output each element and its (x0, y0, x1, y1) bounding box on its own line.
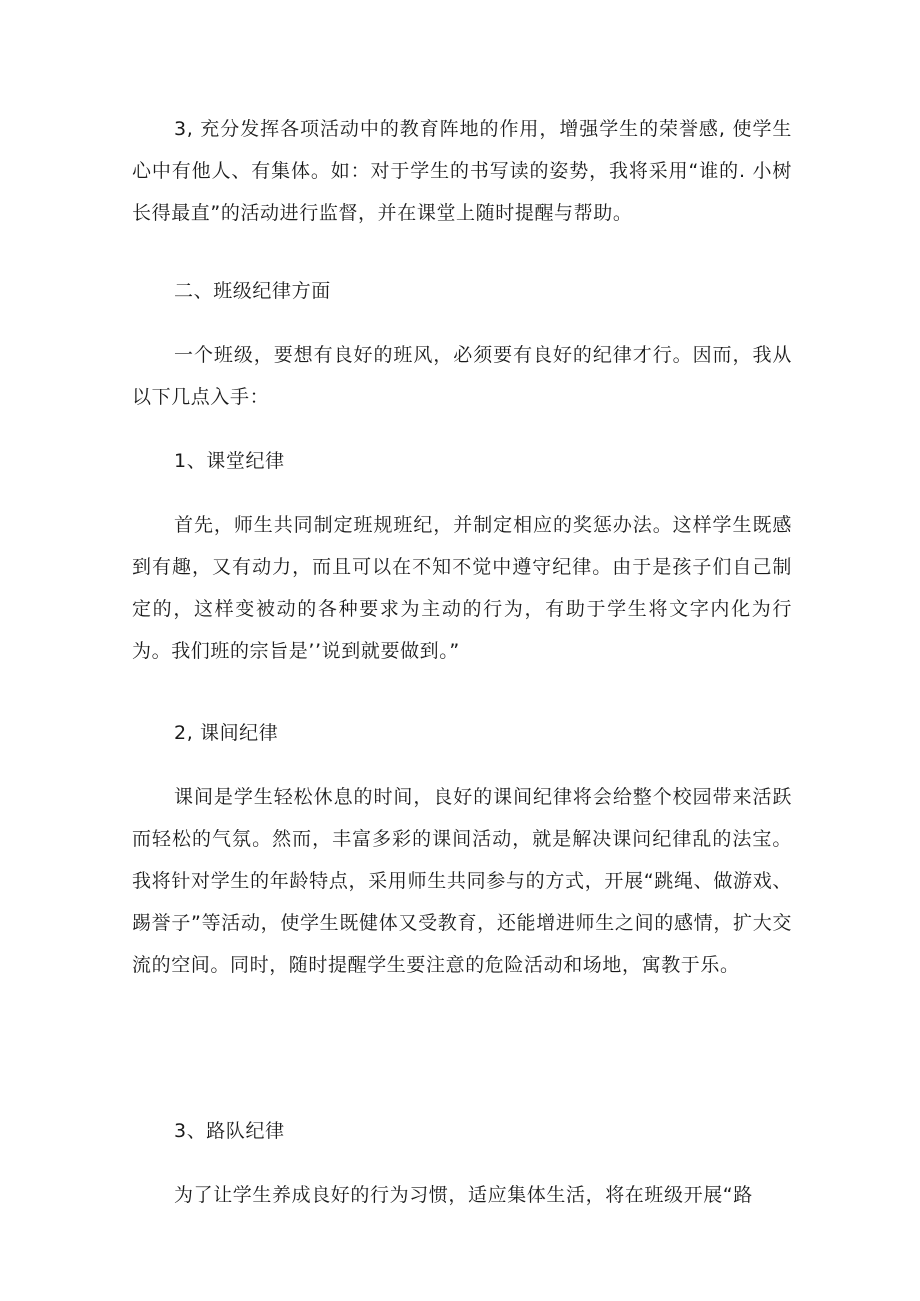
paragraph-discipline-intro: 一个班级，要想有良好的班风，必须要有良好的纪律才行。因而，我从以下几点入手： (132, 344, 792, 408)
heading-class-discipline: 二、班级纪律方面 (174, 280, 331, 302)
heading-break-discipline: 2, 课间纪律 (174, 722, 279, 744)
paragraph-classroom-rules: 首先，师生共同制定班规班纪，并制定相应的奖惩办法。这样学生既感到有趣，又有动力，而且可以在不知不觉中遵守纪律。由于是孩子们自己制定的，这样变被动的各种要求为主动的行为，有助于学生将文字内化为行为。我们班的宗旨是’’说到就要做到。” (132, 514, 792, 662)
heading-classroom-discipline: 1、课堂纪律 (174, 450, 285, 472)
paragraph-honor: 3, 充分发挥各项活动中的教育阵地的作用，增强学生的荣誉感, 使学生心中有他人、有集体。如：对于学生的书写读的姿势，我将采用“谁的. 小树长得最直”的活动进行监督，并在课堂上随时提醒与帮助。 (132, 118, 792, 224)
heading-queue-discipline: 3、路队纪律 (174, 1120, 285, 1142)
paragraph-break-activities: 课间是学生轻松休息的时间，良好的课间纪律将会给整个校园带来活跃而轻松的气氛。然而，丰富多彩的课间活动，就是解决课问纪律乱的法宝。我将针对学生的年龄特点，采用师生共同参与的方式，开展“跳绳、做游戏、踢誉子”等活动，使学生既健体又受教育，还能增进师生之间的感情，扩大交流的空间。同时，随时提醒学生要注意的危险活动和场地，寓教于乐。 (132, 786, 792, 976)
paragraph-queue-habits: 为了让学生养成良好的行为习惯，适应集体生活，将在班级开展“路 (174, 1184, 753, 1206)
